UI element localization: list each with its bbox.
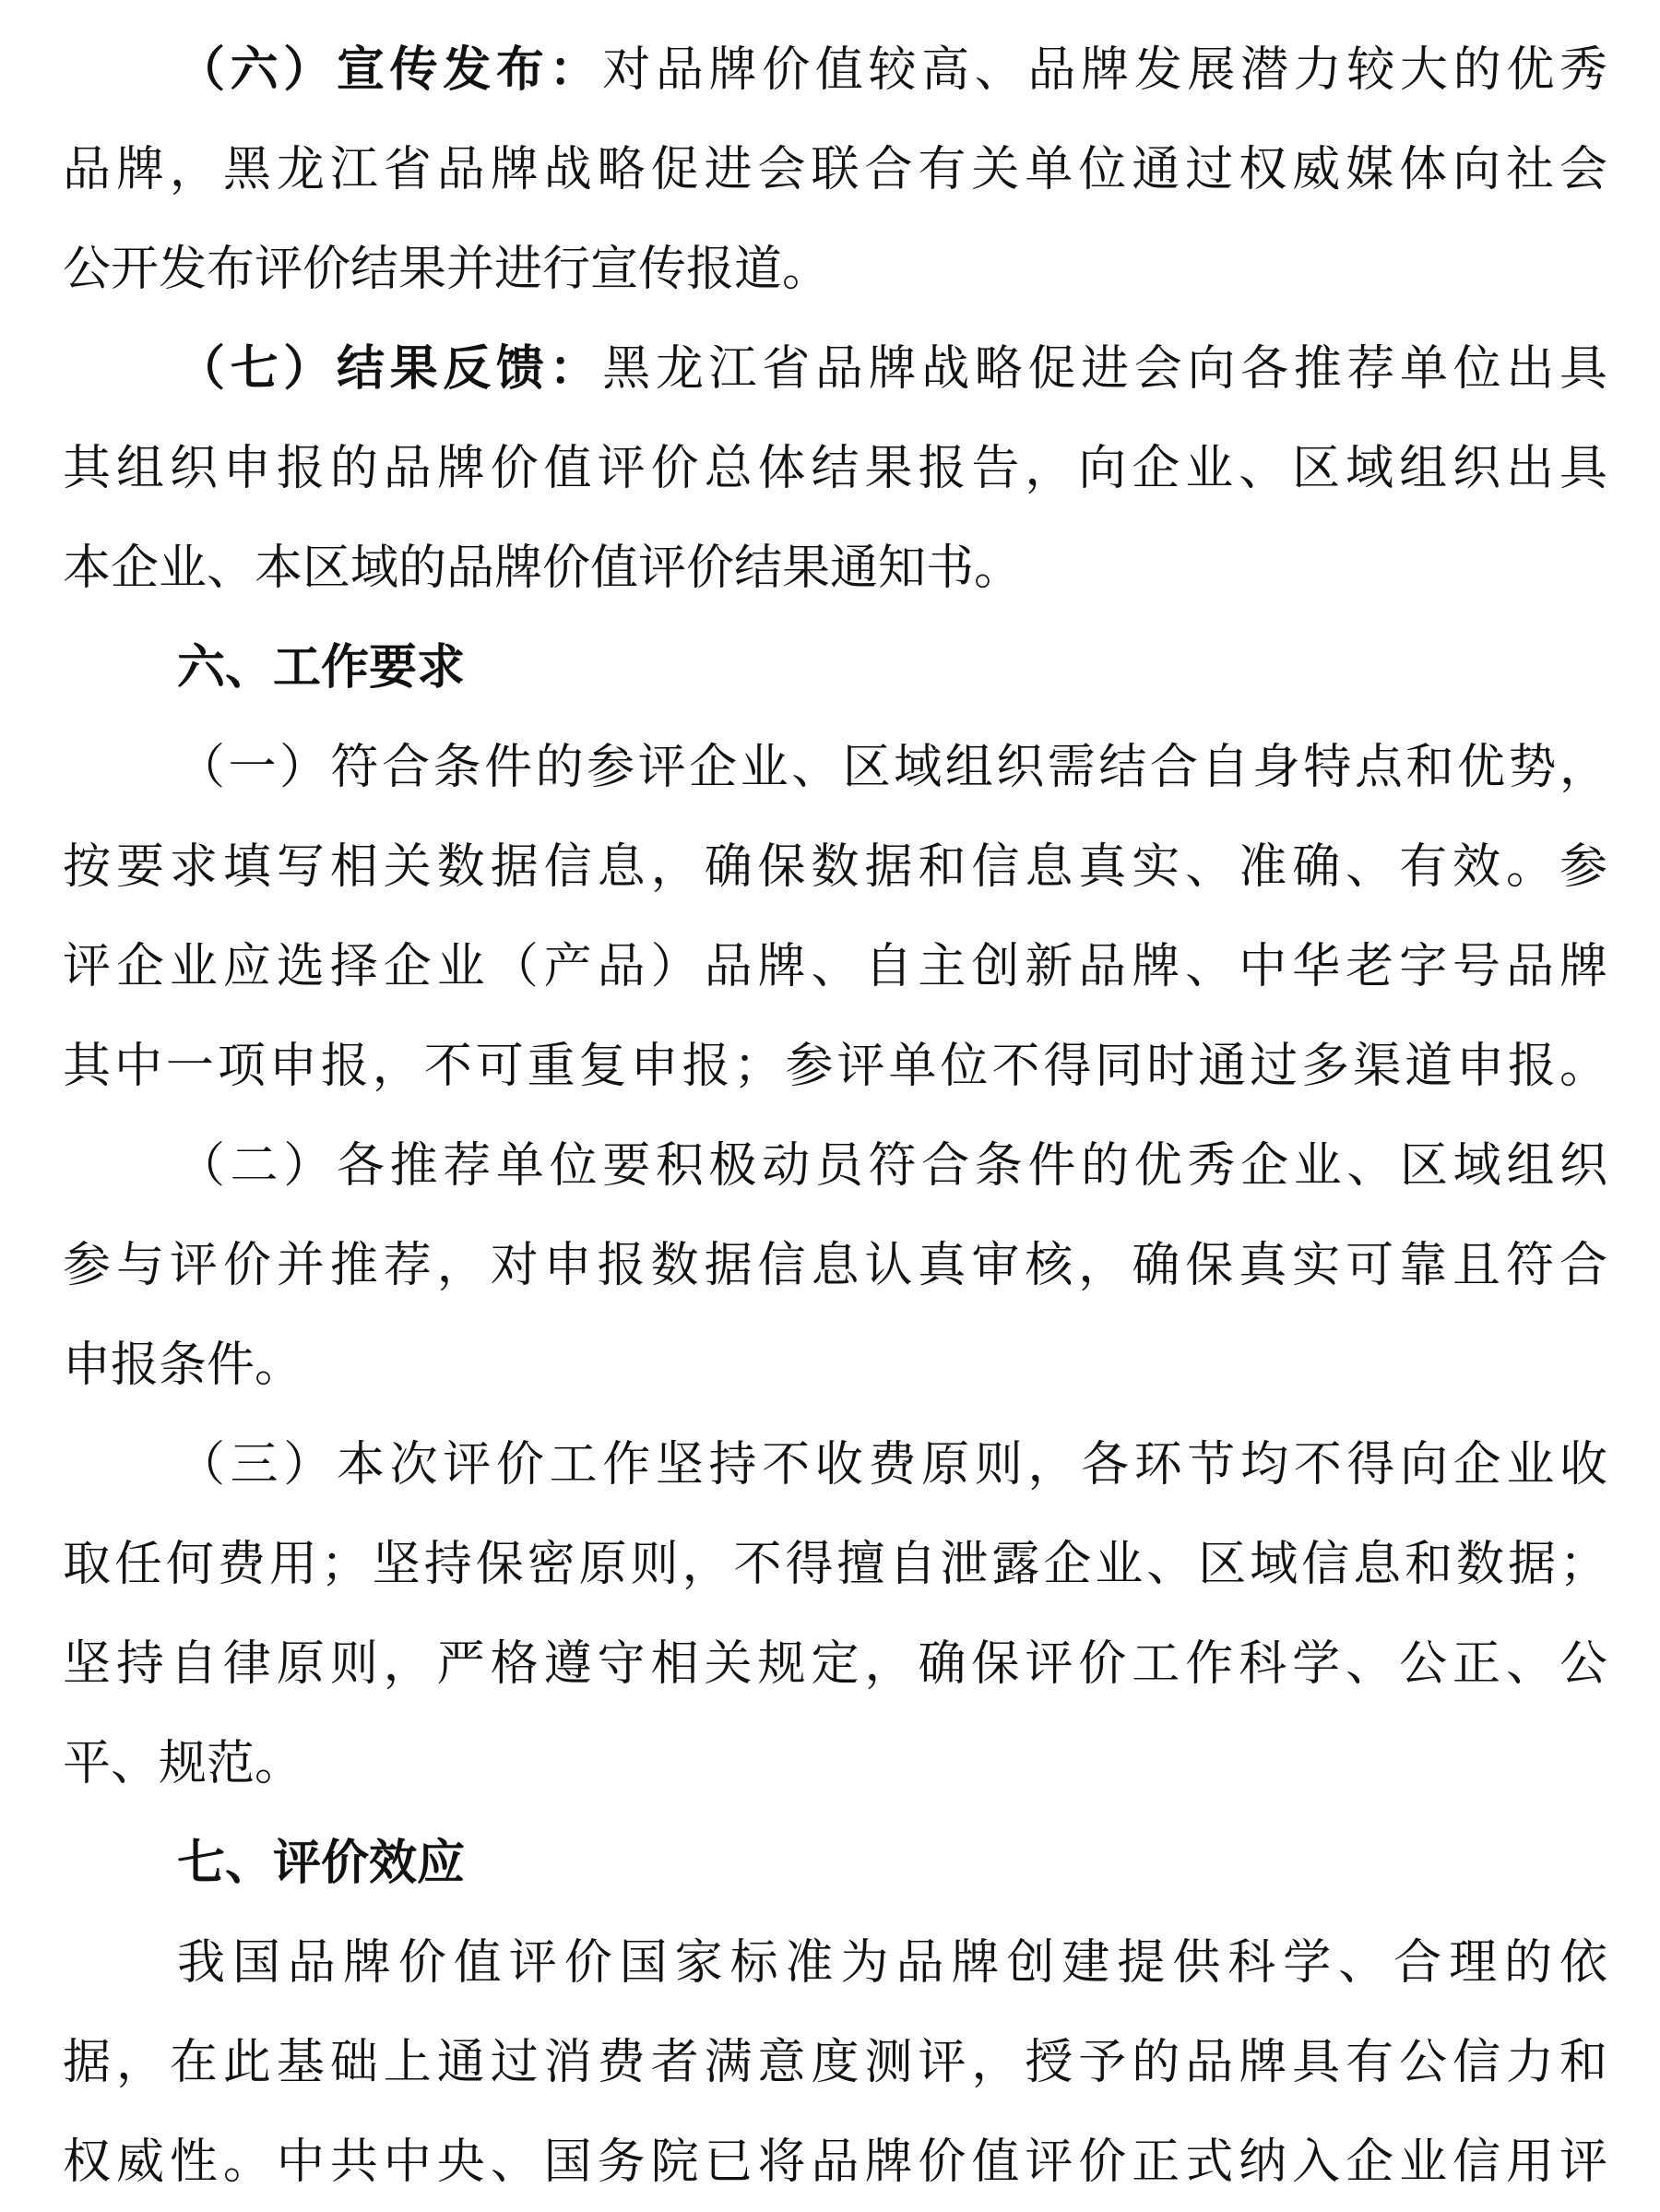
section-heading: 七、评价效应 — [177, 1836, 466, 1891]
paragraph-line: 按要求填写相关数据信息，确保数据和信息真实、准确、有效。参 — [63, 839, 1607, 895]
section-heading: 六、工作要求 — [177, 640, 466, 696]
document-page — [63, 20, 1607, 2212]
paragraph-line: 参与评价并推荐，对申报数据信息认真审核，确保真实可靠且符合 — [63, 1238, 1607, 1293]
paragraph-line: 平、规范。 — [63, 1736, 303, 1791]
paragraph-line: 取任何费用；坚持保密原则，不得擅自泄露企业、区域信息和数据； — [63, 1537, 1607, 1592]
paragraph-line: 我国品牌价值评价国家标准为品牌创建提供科学、合理的依 — [177, 1935, 1607, 1991]
paragraph-line: 公开发布评价结果并进行宣传报道。 — [63, 242, 831, 297]
paragraph-line: 品牌，黑龙江省品牌战略促进会联合有关单位通过权威媒体向社会 — [63, 142, 1607, 197]
paragraph-line — [63, 319, 1607, 419]
paragraph-text: 黑龙江省品牌战略促进会向各推荐单位出具 — [602, 341, 1607, 397]
paragraph-line: 本企业、本区域的品牌价值评价结果通知书。 — [63, 541, 1023, 596]
paragraph-line: （二）各推荐单位要积极动员符合条件的优秀企业、区域组织 — [177, 1138, 1607, 1194]
paragraph-line — [63, 20, 1607, 120]
paragraph-line: 其组织申报的品牌价值评价总体结果报告，向企业、区域组织出具 — [63, 441, 1607, 496]
paragraph-line: 据，在此基础上通过消费者满意度测评，授予的品牌具有公信力和 — [63, 2035, 1607, 2090]
paragraph-line: 评企业应选择企业（产品）品牌、自主创新品牌、中华老字号品牌 — [63, 939, 1607, 994]
paragraph-line: （三）本次评价工作坚持不收费原则，各环节均不得向企业收 — [177, 1437, 1607, 1493]
paragraph-line: 其中一项申报，不可重复申报；参评单位不得同时通过多渠道申报。 — [63, 1039, 1607, 1094]
item-label: （七）结果反馈： — [177, 340, 603, 397]
paragraph-line: 坚持自律原则，严格遵守相关规定，确保评价工作科学、公正、公 — [63, 1636, 1607, 1692]
paragraph-line: 申报条件。 — [63, 1338, 303, 1393]
paragraph-line: 权威性。中共中央、国务院已将品牌价值评价正式纳入企业信用评 — [63, 2135, 1607, 2190]
paragraph-text: 对品牌价值较高、品牌发展潜力较大的优秀 — [602, 42, 1607, 98]
paragraph-line: （一）符合条件的参评企业、区域组织需结合自身特点和优势， — [177, 740, 1607, 795]
item-label: （六）宣传发布： — [177, 42, 603, 98]
